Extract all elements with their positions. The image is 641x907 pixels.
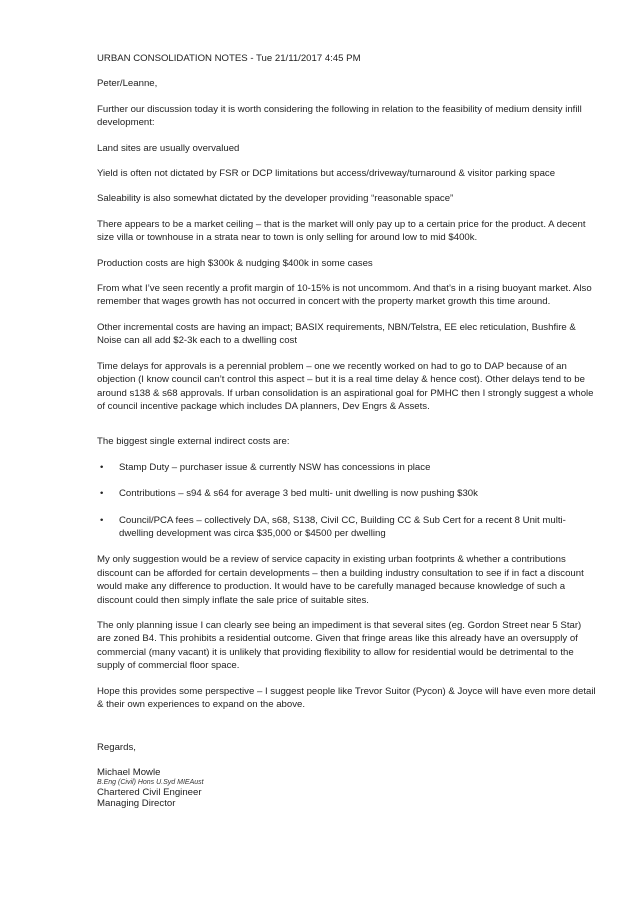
closing-paragraph: The only planning issue I can clearly see being an impediment is that several sites (eg. Gordon Street near 5 Star) are zoned B4. This prohibits a residential outcome. Given that fringe areas like this already have an oversupply of commercial (many vacant) it is unlikely that providing flexibility to allow for residential would be detrimental to the supply of commercial floor space. <box>97 619 582 672</box>
memo-document <box>97 52 597 809</box>
signature-role: Managing Director <box>97 797 176 809</box>
closing-paragraph: My only suggestion would be a review of service capacity in existing urban footprints & whether a contributions discount can be afforded for certain developments – then a building industry consultation to see if in fact a discount would make any difference to production. It would have to be carefully managed because knowledge of such a discount could then simply inflate the sale price of suitable sites. <box>97 554 584 606</box>
point-paragraph: Other incremental costs are having an impact; BASIX requirements, NBN/Telstra, EE elec reticulation, Bushfire & Noise can all add $2-3k each to a dwelling cost <box>97 321 576 347</box>
signoff: Regards, <box>97 742 136 754</box>
cost-list-item <box>97 461 597 474</box>
cost-list-item <box>97 514 597 541</box>
costs-heading: The biggest single external indirect costs are: <box>97 436 290 448</box>
cost-item-text: Council/PCA fees – collectively DA, s68, S138, Civil CC, Building CC & Sub Cert for a recent 8 Unit multi- dwelling development was circa $35,000 or $4500 per dwelling <box>119 514 566 539</box>
memo-header: URBAN CONSOLIDATION NOTES - Tue 21/11/2017 4:45 PM <box>97 53 361 64</box>
signature-name: Michael Mowle <box>97 766 161 778</box>
closing-paragraph: Hope this provides some perspective – I suggest people like Trevor Suitor (Pycon) & Joyce will have even more detail & their own experiences to expand on the above. <box>97 685 596 710</box>
point-paragraph: Time delays for approvals is a perennial problem – one we recently worked on had to go to DAP because of an objection (I know council can’t control this aspect – but it is a real time delay & hence cost). Other delays tend to be around s138 & s68 approvals. If urban consolidation is an aspirational goal for PMHC then I strongly suggest a whole of council incentive package which includes DA planners, Dev Engrs & Assets. <box>97 360 594 412</box>
bullet-icon: • <box>100 488 104 500</box>
bullet-icon: • <box>100 461 104 473</box>
point-paragraph: Production costs are high $300k & nudging $400k in some cases <box>97 257 373 269</box>
signature-block <box>97 767 597 809</box>
signature-title: Chartered Civil Engineer <box>97 786 202 798</box>
point-paragraph: Land sites are usually overvalued <box>97 142 240 154</box>
bullet-icon: • <box>100 514 104 526</box>
intro-paragraph: Further our discussion today it is worth considering the following in relation to the feasibility of medium density infill development: <box>97 103 582 129</box>
greeting: Peter/Leanne, <box>97 78 158 90</box>
signature-credentials: B.Eng (Civil) Hons U.Syd MIEAust <box>97 778 204 786</box>
point-paragraph: From what I’ve seen recently a profit margin of 10-15% is not uncommom. And that’s in a rising buoyant market. Also remember that wages growth has not occurred in concert with the property market growth this time around. <box>97 283 592 308</box>
cost-list-item <box>97 487 597 500</box>
point-paragraph: Yield is often not dictated by FSR or DCP limitations but access/driveway/turnaround & visitor parking space <box>97 168 556 180</box>
cost-item-text: Stamp Duty – purchaser issue & currently NSW has concessions in place <box>119 461 431 473</box>
point-paragraph: There appears to be a market ceiling – that is the market will only pay up to a certain price for the product. A decent size villa or townhouse in a strata near to town is only selling for around low to mid $400k. <box>97 218 586 244</box>
cost-list <box>97 461 597 541</box>
point-paragraph: Saleability is also somewhat dictated by the developer providing “reasonable space” <box>97 193 454 205</box>
cost-item-text: Contributions – s94 & s64 for average 3 bed multi- unit dwelling is now pushing $30k <box>119 488 478 500</box>
